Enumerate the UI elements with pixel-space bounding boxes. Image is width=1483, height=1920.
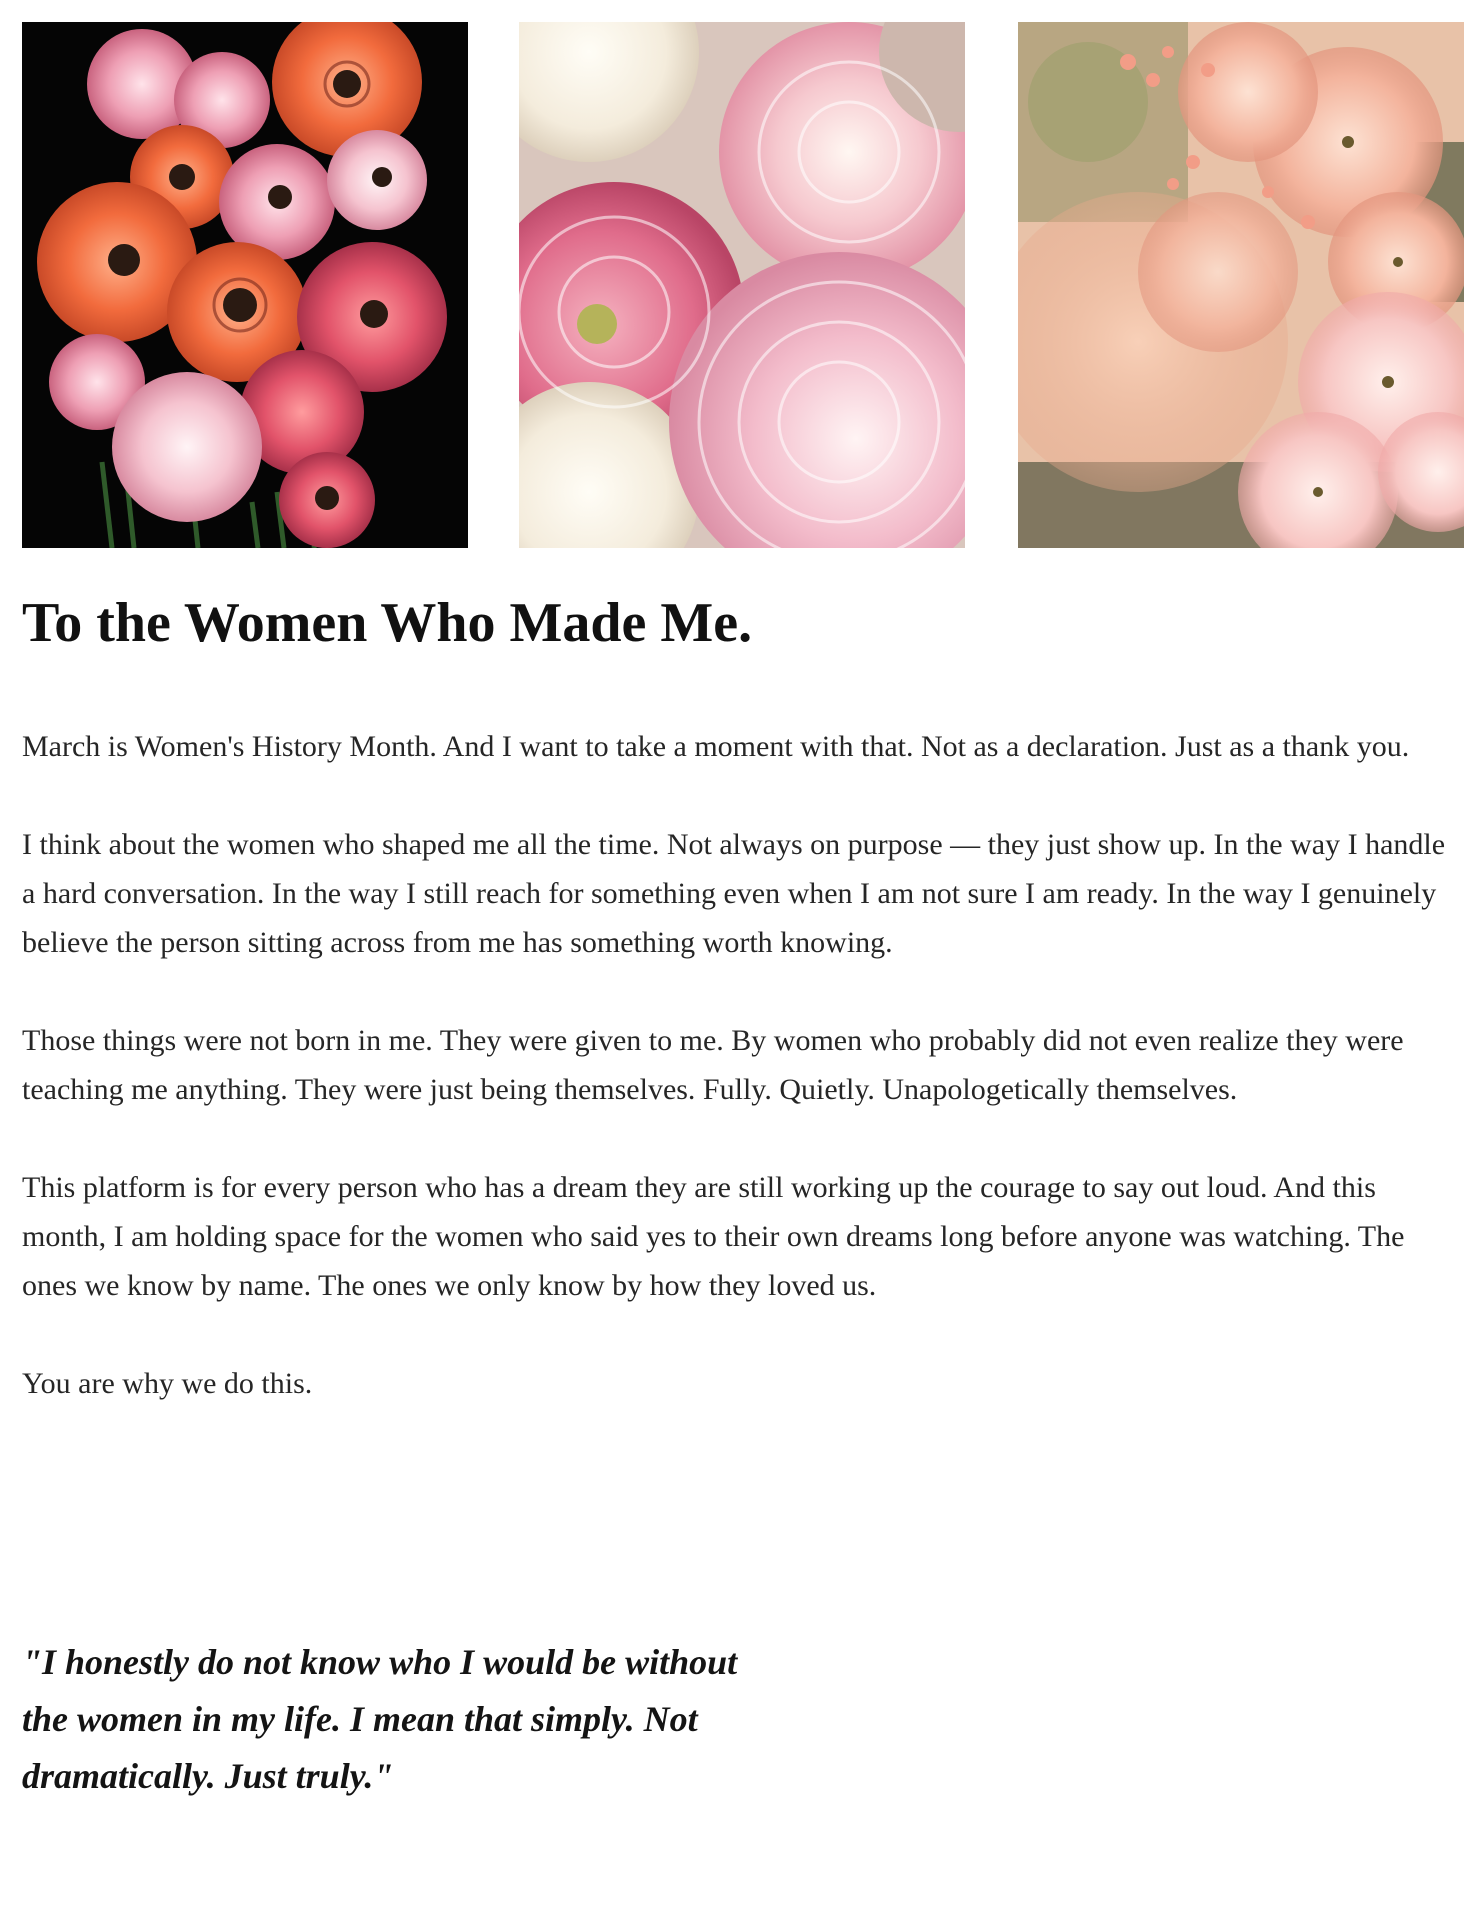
paragraph-2: I think about the women who shaped me all the time. Not always on purpose — they just show up. In the way I handle a hard conversation. In the way I still reach for something even when I am not sure I am ready. In the way I genuinely believe the person sitting across from me has something worth knowing. bbox=[22, 828, 1446, 959]
photo-peach-blossoms bbox=[1018, 22, 1464, 548]
paragraph-4: This platform is for every person who has a dream they are still working up the courage to say out loud. And this month, I am holding space for the women who said yes to their own dreams long before anyone was watching. The ones we know by name. The ones we only know by how they loved us. bbox=[22, 1171, 1405, 1302]
photo-gallery bbox=[22, 22, 1462, 548]
photo-ranunculus-bouquet bbox=[22, 22, 468, 548]
peach-blossoms-icon bbox=[1018, 22, 1464, 548]
photo-pink-ranunculus bbox=[519, 22, 965, 548]
article-title: To the Women Who Made Me. bbox=[22, 592, 753, 654]
paragraph-5: You are why we do this. bbox=[22, 1367, 313, 1400]
ranunculus-bouquet-icon bbox=[22, 22, 468, 548]
article-body bbox=[22, 722, 1462, 1457]
paragraph-3: Those things were not born in me. They were given to me. By women who probably did not even realize they were teaching me anything. They were just being themselves. Fully. Quietly. Unapologetically themselves. bbox=[22, 1024, 1404, 1106]
article-page bbox=[22, 22, 1462, 1796]
paragraph-1: March is Women's History Month. And I want to take a moment with that. Not as a declaration. Just as a thank you. bbox=[22, 730, 1410, 763]
pull-quote: "I honestly do not know who I would be without the women in my life. I mean that simply. Not dramatically. Just truly." bbox=[22, 1642, 738, 1796]
pink-ranunculus-icon bbox=[519, 22, 965, 548]
